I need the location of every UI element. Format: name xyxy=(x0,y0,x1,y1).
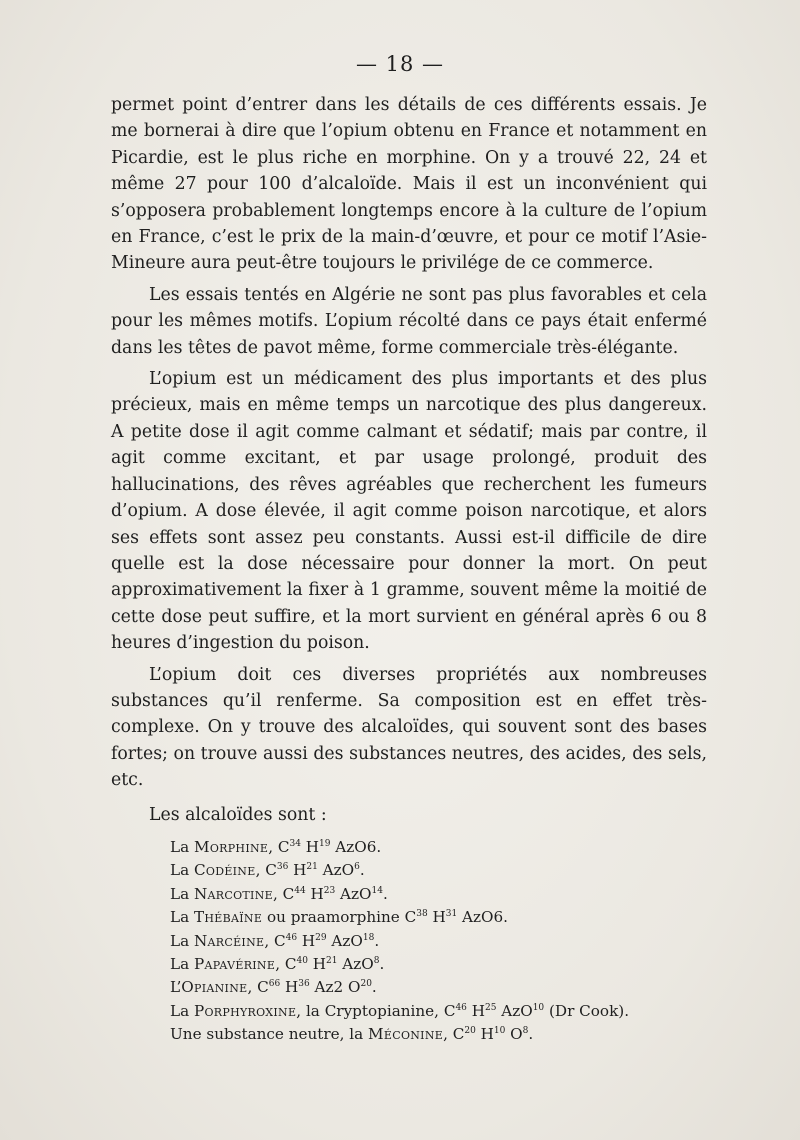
paragraph: L’opium est un médicament des plus importants et des plus précieux, mais en même temps un narcotique des plus dangereux. A petite dose il agit comme calmant et sédatif; mais par contre, il agit comme excitant, et par usage prolongé, produit des hallucinations, des rêves agréables que recherchent les fumeurs d’opium. A dose élevée, il agit comme poison narcotique, et alors ses effets sont assez peu constants. Aussi est-il difficile de dire quelle est la dose nécessaire pour donner la mort. On peut approximativement la fixer à 1 gramme, souvent même la moitié de cette dose peut suffire, et la mort survient en général après 6 ou 8 heures d’ingestion du poison. xyxy=(111,369,707,654)
alkaloid-formula: $C^{40}$ $H^{21}$ AzO$^8$. xyxy=(284,955,385,973)
alkaloid-text: , xyxy=(275,955,285,973)
alkaloid-formula: $C^{44}$ $H^{23}$ AzO$^{14}$. xyxy=(282,884,388,903)
alkaloid-prefix: La xyxy=(170,955,194,973)
alkaloid-text: , xyxy=(264,931,274,950)
alkaloid-formula: $C^{38}$ $H^{31}$ AzO6. xyxy=(404,908,508,927)
alkaloid-formula: $C^{36}$ $H^{21}$ AzO$^6$. xyxy=(265,861,365,880)
alkaloid-prefix: La xyxy=(170,931,194,950)
paragraph: permet point d’entrer dans les détails de ces différents essais. Je me bornerai à dire que l’opium obtenu en France et notamment en Picardie, est le plus riche en morphine. On y a trouvé 22, 24 et même 27 pour 100 d’alcaloïde. Mais il est un inconvénient qui s’opposera probablement longtemps encore à la culture de l’opium en France, c’est le prix de la main-d’œuvre, et pour ce motif l’Asie-Mineure aura peut-être toujours le privilége de ce commerce. xyxy=(111,95,707,274)
alkaloid-attribution: (Dr Cook). xyxy=(548,1001,630,1020)
alkaloid-prefix: L’ xyxy=(170,978,182,997)
alkaloid-prefix: La xyxy=(170,861,194,880)
alkaloid-name: Papavérine xyxy=(193,955,276,973)
alkaloid-item xyxy=(170,836,707,859)
alkaloid-name: Codéine xyxy=(193,861,256,880)
alkaloid-item xyxy=(170,906,707,929)
alkaloid-name: Porphyroxine xyxy=(193,1001,297,1020)
body-text xyxy=(111,92,707,1047)
alkaloid-name: Narcéine xyxy=(193,931,265,950)
alkaloid-text: ou praamorphine xyxy=(262,908,405,927)
paragraph: L’opium doit ces diverses propriétés aux nombreuses substances qu’il renferme. Sa composition est en effet très-complexe. On y trouve des alcaloïdes, qui souvent sont des bases fortes; on trouve aussi des substances neutres, des acides, des sels, etc. xyxy=(111,664,707,791)
alkaloid-formula: $C^{46}$ $H^{29}$ AzO$^{18}$. xyxy=(274,931,380,950)
alkaloid-text: , xyxy=(272,884,283,903)
alkaloid-formula: $C^{34}$ $H^{19}$ AzO6. xyxy=(277,837,382,856)
alkaloid-item xyxy=(170,930,707,953)
alkaloid-item xyxy=(170,883,707,906)
alkaloid-name: Narcotine xyxy=(193,884,273,903)
alkaloid-text: , xyxy=(443,1025,453,1044)
alkaloid-text: , xyxy=(255,861,266,880)
page-number: — 18 — xyxy=(355,52,445,76)
alkaloid-item xyxy=(170,1023,707,1046)
alkaloid-item xyxy=(170,976,707,999)
alkaloid-text: , la Cryptopianine, xyxy=(296,1001,444,1020)
alkaloid-item xyxy=(170,1000,707,1023)
alkaloid-prefix: Une substance neutre, la xyxy=(170,1025,369,1044)
alkaloid-list xyxy=(170,836,707,1047)
alkaloid-item xyxy=(170,859,707,882)
alkaloid-name: Thébaïne xyxy=(193,908,263,927)
paragraph: Les essais tentés en Algérie ne sont pas plus favorables et cela pour les mêmes motifs. L’opium récolté dans ce pays était enfermé dans les têtes de pavot même, forme commerciale très-élégante. xyxy=(111,284,707,358)
alkaloid-prefix: La xyxy=(170,884,194,903)
alkaloid-name: Méconine xyxy=(368,1025,444,1044)
alkaloid-list-intro: Les alcaloïdes sont : xyxy=(149,804,327,825)
alkaloid-item xyxy=(170,953,707,976)
alkaloid-prefix: La xyxy=(170,837,194,856)
alkaloid-prefix: La xyxy=(170,1001,194,1020)
alkaloid-text: , xyxy=(268,837,278,856)
alkaloid-text: , xyxy=(247,978,258,997)
alkaloid-formula: $C^{20}$ $H^{10}$ $O^8$. xyxy=(452,1025,534,1044)
alkaloid-prefix: La xyxy=(170,908,194,927)
alkaloid-formula: $C^{46}$ $H^{25}$ AzO$^{10}$ xyxy=(443,1001,545,1020)
alkaloid-name: Opianine xyxy=(181,978,248,997)
alkaloid-name: Morphine xyxy=(193,837,269,856)
alkaloid-formula: $C^{66}$ $H^{36}$ Az2 $O^{20}$. xyxy=(257,978,377,997)
